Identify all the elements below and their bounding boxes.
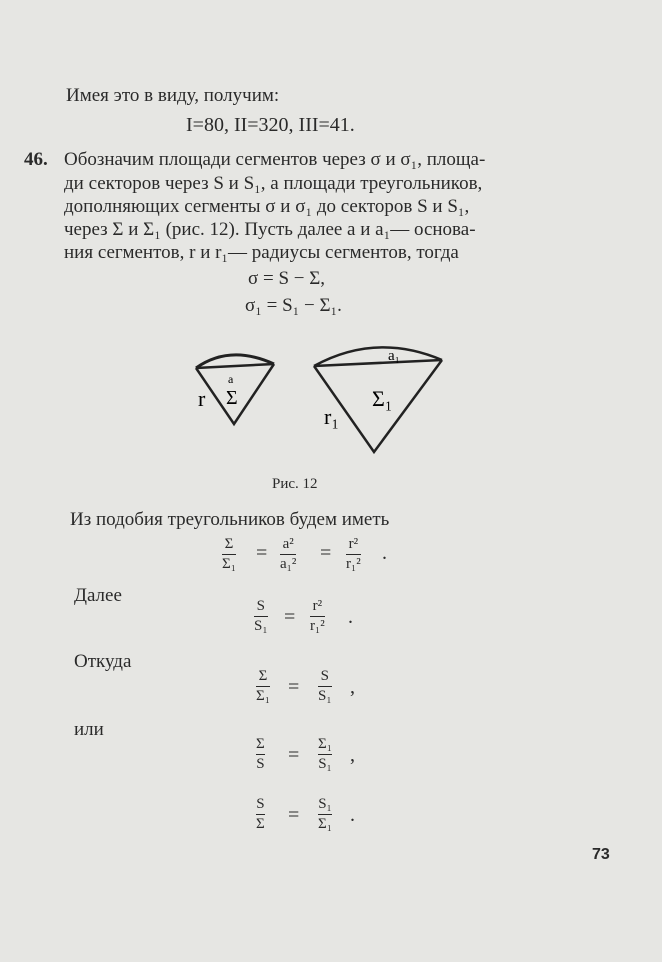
similarity-line: Из подобия треугольников будем иметь [70, 509, 390, 530]
denominator: r₁² [346, 556, 361, 572]
problem-line-3: дополняющих сегменты σ и σ₁ до секторов S и S₁, [64, 196, 470, 217]
fraction [346, 536, 361, 573]
equation-sigma-1: σ₁ = S₁ − Σ₁. [245, 295, 342, 316]
denominator: Σ₁ [256, 688, 270, 704]
large-radius-label: r₁ [324, 404, 339, 429]
small-triangle-label: Σ [226, 387, 238, 409]
fraction [318, 668, 332, 705]
fraction [256, 736, 265, 773]
word-or: или [74, 719, 104, 740]
problem-line-1: Обозначим площади сегментов через σ и σ₁, площа- [64, 149, 486, 170]
numerator: S₁ [318, 796, 332, 812]
large-arc-label: a₁ [388, 348, 400, 364]
numerator: r² [312, 598, 323, 614]
denominator: S₁ [318, 756, 332, 772]
equals-sign: = [256, 542, 268, 564]
denominator: r₁² [310, 618, 325, 634]
small-radius-label: r [198, 386, 206, 411]
numerator: Σ [256, 736, 265, 752]
fraction [256, 796, 265, 833]
word-further: Далее [74, 585, 122, 606]
numerator: Σ₁ [318, 736, 332, 752]
page-number: 73 [592, 846, 610, 863]
numerator: S [256, 598, 265, 614]
problem-number: 46. [24, 149, 48, 170]
fraction [310, 598, 325, 635]
large-sector [314, 347, 442, 452]
fraction [222, 536, 236, 573]
fraction [280, 536, 296, 573]
problem-line-2: ди секторов через S и S₁, а площади треугольников, [64, 173, 483, 194]
numerator: S [256, 796, 265, 812]
small-arc-label: a [228, 372, 234, 386]
equals-sign: = [288, 744, 300, 766]
comma: , [350, 676, 355, 698]
equation-sigma: σ = S − Σ, [248, 268, 326, 289]
denominator: S₁ [318, 688, 332, 704]
word-whence: Откуда [74, 651, 132, 672]
equals-sign: = [288, 804, 300, 826]
comma: , [350, 744, 355, 766]
denominator: S₁ [254, 618, 268, 634]
intro-line: Имея это в виду, получим: [66, 85, 280, 106]
numerator: Σ [258, 668, 268, 684]
fraction [318, 796, 332, 833]
numerator: S [320, 668, 329, 684]
fraction [318, 736, 332, 773]
figure-12 [186, 340, 456, 470]
denominator: Σ₁ [318, 816, 332, 832]
fraction [256, 668, 270, 705]
large-triangle-label: Σ₁ [372, 386, 393, 411]
equals-sign: = [320, 542, 332, 564]
period: . [350, 804, 355, 826]
small-sector [196, 355, 274, 424]
result-line: I=80, II=320, III=41. [186, 114, 355, 136]
fraction [254, 598, 268, 635]
denominator: a₁² [280, 556, 297, 572]
problem-line-5: ния сегментов, r и r₁— радиусы сегментов, тогда [64, 242, 459, 263]
period: . [348, 606, 353, 628]
numerator: r² [348, 536, 359, 552]
numerator: Σ [224, 536, 234, 552]
equals-sign: = [284, 606, 296, 628]
period: . [382, 542, 387, 564]
denominator: Σ [256, 816, 265, 832]
equals-sign: = [288, 676, 300, 698]
figure-caption: Рис. 12 [272, 476, 318, 492]
problem-line-4: через Σ и Σ₁ (рис. 12). Пусть далее a и a₁— основа- [64, 219, 476, 240]
denominator: S [256, 756, 265, 772]
denominator: Σ₁ [222, 556, 236, 572]
numerator: a² [282, 536, 294, 552]
